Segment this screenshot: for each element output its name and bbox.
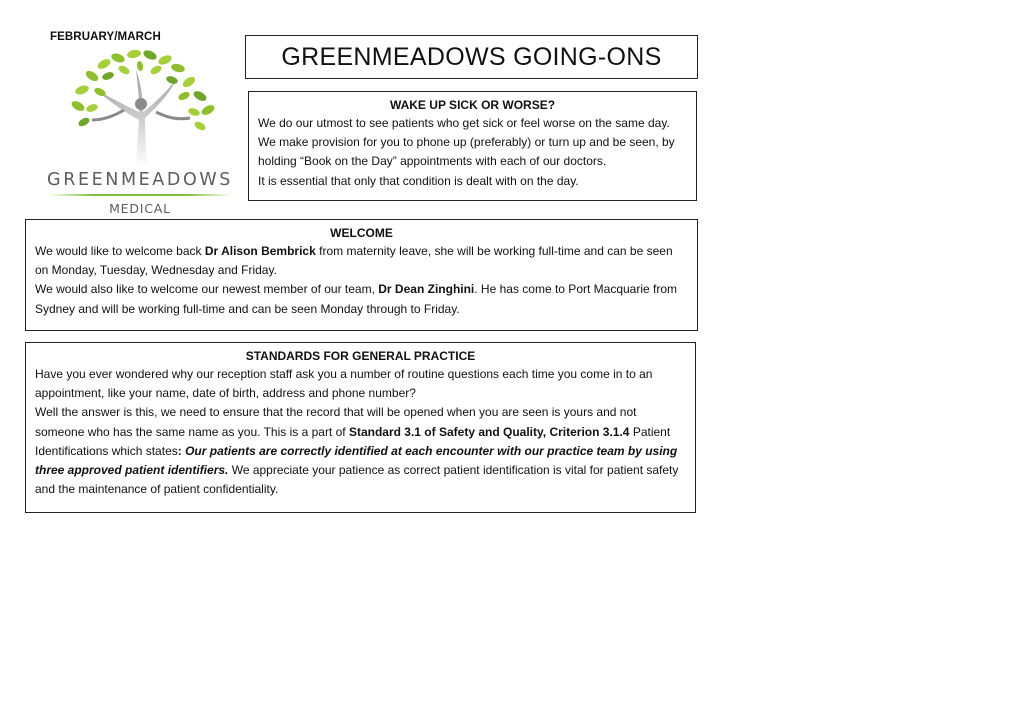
- date-label: FEBRUARY/MARCH: [50, 31, 161, 43]
- wake-up-line: We make provision for you to phone up (preferably) or turn up and be seen, by: [258, 135, 675, 150]
- welcome-paragraph-2: [35, 280, 688, 318]
- tree-logo-icon: [44, 46, 236, 168]
- wake-up-heading: WAKE UP SICK OR WORSE?: [389, 98, 556, 112]
- welcome-text: We would like to welcome back: [35, 244, 205, 258]
- newsletter-title: GREENMEADOWS GOING-ONS: [245, 35, 698, 79]
- standard-reference: Standard 3.1 of Safety and Quality, Criterion 3.1.4: [348, 424, 630, 439]
- doctor-name: Dr Dean Zinghini: [378, 282, 475, 297]
- wake-up-line: It is essential that only that condition is dealt with on the day.: [258, 173, 579, 188]
- welcome-text: from maternity leave, she will be working full-time and can be seen on Monday, Tuesday, Wednesday and Friday.: [35, 244, 673, 278]
- standards-colon: :: [177, 443, 182, 458]
- logo-subtitle: MEDICAL: [109, 201, 171, 216]
- welcome-heading: WELCOME: [330, 226, 393, 240]
- welcome-text: We would also like to welcome our newest member of our team,: [35, 282, 379, 297]
- wake-up-section: [248, 91, 697, 201]
- standards-paragraph-1: Have you ever wondered why our reception staff ask you a number of routine questions each time you come in to an appointment, like your name, date of birth, address and phone number?: [35, 367, 653, 401]
- standards-section: [25, 342, 696, 513]
- welcome-text: . He has come to Port Macquarie from Sydney and will be working full-time and can be seen Monday through to Friday.: [35, 282, 678, 316]
- welcome-paragraph-1: [35, 242, 688, 280]
- criterion-quote: Our patients are correctly identified at each encounter with our practice team by using three approved patient identifiers.: [35, 443, 678, 478]
- standards-paragraph-2: [35, 403, 686, 499]
- logo-rule: [48, 194, 232, 196]
- standards-heading: STANDARDS FOR GENERAL PRACTICE: [245, 349, 476, 363]
- welcome-section: [25, 219, 698, 331]
- logo-wordmark: GREENMEADOWS: [47, 170, 233, 190]
- standards-text: Well the answer is this, we need to ensure that the record that will be opened when you are seen is yours and not someone who has the same name as you. This is a part of: [35, 405, 637, 439]
- wake-up-line: We do our utmost to see patients who get sick or feel worse on the same day.: [258, 116, 670, 130]
- standards-text: We appreciate your patience as correct patient identification is vital for patient safety and the maintenance of patient confidentiality.: [35, 463, 679, 497]
- greenmeadows-medical-logo: [44, 46, 236, 218]
- wake-up-line: holding “Book on the Day” appointments with each of our doctors.: [258, 154, 607, 169]
- doctor-name: Dr Alison Bembrick: [204, 244, 316, 258]
- standards-text: Patient Identifications which states: [35, 424, 671, 458]
